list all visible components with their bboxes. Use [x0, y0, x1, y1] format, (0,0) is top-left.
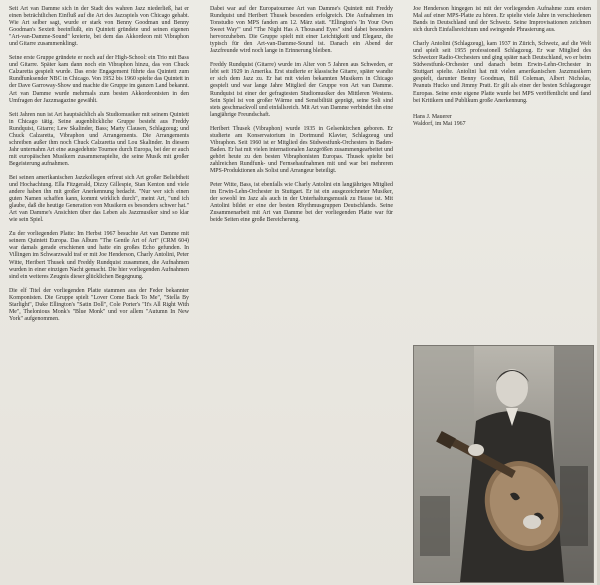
musician-photo — [413, 345, 594, 583]
paragraph: Heribert Thusek (Vibraphon) wurde 1935 in Gelsenkirchen geboren. Er studierte am Konservatorium in Dortmund Klavier, Schlagzeug und Vibraphon. Seit 1960 ist er Mitglied des Südwestfunk-Orchesters in Baden-Baden. Er hat mit vielen internationalen Jazzgrößen zusammengearbeitet und gehört heute zu den besten Vibraphonisten Europas. Thusek spielte bei zahlreichen Rundfunk- und Fernsehaufnahmen mit und war bei mehreren MPS-Produktionen als Solist und Arrangeur beteiligt. — [210, 125, 393, 174]
text-column-2 — [210, 6, 393, 224]
paragraph: Seine erste Gruppe gründete er noch auf der High-School: ein Trio mit Bass und Gitarre. Später kam dann noch ein Vibraphon hinzu, das von Chuck Calzaretta gespielt wurde. Das erste Engagement führte das Quintett zum Rundfunksender NBC in Chicago. Von 1952 bis 1960 spielte das Quintett in der Dave Garroway-Show und machte die Gruppe im ganzen Land bekannt. Art van Damme wurde mehrmals zum besten Akkordeonisten in den Umfragen der Jazzmagazine gewählt. — [9, 55, 189, 104]
signature-block — [413, 114, 591, 128]
guitarist-image — [414, 346, 593, 582]
paragraph: Zu der vorliegenden Platte: Im Herbst 1967 besuchte Art van Damme mit seinem Quintett Europa. Das Album "The Gentle Art of Art" (CRM 604) war damals gerade erschienen und hatte ein großes Echo gefunden. In Villingen im Schwarzwald traf er mit Joe Henderson, Charly Antolini, Peter Witte, Heribert Thusek und Freddy Rundquist zusammen, die Aufnahmen wurden in einer einzigen Nacht gemacht. Die hier vorliegenden Aufnahmen sind ein weiteres Zeugnis dieser glücklichen Begegnung. — [9, 231, 189, 280]
paragraph: Freddy Rundquist (Gitarre) wurde im Alter von 5 Jahren aus Schweden, er lebt seit 1929 in Amerika. Erst studierte er klassische Gitarre, später wandte er sich dem Jazz zu. Er hat mit vielen bekannten Musikern in Chicago gespielt und war lange Jahre Mitglied der Gruppe von Art van Damme. Rundquist ist einer der gefragtesten Studiomusiker des Mittleren Westens. Sein Spiel ist von großer Wärme und Sensibilität geprägt, seine Soli sind stets geschmackvoll und einfallsreich. Mit Art van Damme verbindet ihn eine langjährige Freundschaft. — [210, 62, 393, 118]
place-date: Waldorf, im Mai 1967 — [413, 120, 466, 127]
paragraph: Joe Henderson hingegen ist mit der vorliegenden Aufnahme zum ersten Mal auf einer MPS-Platte zu hören. Er spielte viele Jahre in verschiedenen Bands in Deutschland und der Schweiz. Seine Improvisationen zeichnen sich durch Einfallsreichtum und swingende Phrasierung aus. — [413, 6, 591, 34]
paragraph: Seit Jahren nun ist Art hauptsächlich als Studiomusiker mit seinem Quintett in Chicago tätig. Seine augenblickliche Gruppe besteht aus Freddy Rundquist, Gitarre; Lew Skalinder, Bass; Marty Clausen, Schlagzeug; und Chuck Calzaretta, Vibraphon und Arrangements. Die Arrangements schreiben außer ihm noch Chuck Calzaretta und Lou Skalinder. In diesem Jahr unternahm Art eine ausgedehnte Tournee durch Europa, bei der er auch mit europäischen Musikern zusammenspielte, die seine Musik mit großer Begeisterung aufnahmen. — [9, 111, 189, 167]
text-column-3 — [413, 6, 591, 128]
author-name: Hans J. Mauerer — [413, 113, 452, 120]
text-column-1 — [9, 6, 189, 323]
paragraph: Charly Antolini (Schlagzeug), kam 1937 in Zürich, Schweiz, auf die Welt und spielt seit 1955 professionell Schlagzeug. Er war Mitglied des Schweizer Radio-Orchesters und ging später nach Deutschland, wo er beim Südwestfunk-Orchester und danach beim Erwin-Lehn-Orchester in Stuttgart spielte. Antolini hat mit vielen amerikanischen Jazzmusikern gespielt, darunter Benny Goodman, Bill Coleman, Albert Nicholas, Peanuts Hucko und Jimmy Pratt. Er gilt als einer der besten Schlagzeuger Europas. Seine erste eigene Platte wurde bei MPS veröffentlicht und fand bei Kritikern und Publikum große Anerkennung. — [413, 41, 591, 104]
paragraph: Die elf Titel der vorliegenden Platte stammen aus der Feder bekannter Komponisten. Die Gruppe spielt "Lover Come Back To Me", "Stella By Starlight", Duke Ellington's "Satin Doll", Cole Porter's "It's All Right With Me", Thelonious Monk's "Blue Monk" und vor allem "Autumn In New York" aufgenommen. — [9, 287, 189, 322]
paragraph: Seit Art van Damme sich in der Stadt des wahren Jazz niederließ, hat er einen beträchtlichen Einfluß auf die Art des Jazzspiels von Chicago gehabt. Wie Art selber sagt, wurde er stark von Benny Goodman und Benny Goodman's Sextett beeinflußt, ein Quintett gründete und seinen eigenen "Art-van-Damme-Sound" kreierte, bei dem das Akkordeon mit Vibraphon und Gitarre zusammenklingt. — [9, 6, 189, 48]
paragraph: Bei seinen amerikanischen Jazzkollegen erfreut sich Art großer Beliebtheit und Hochachtung. Ella Fitzgerald, Dizzy Gillespie, Stan Kenton und viele andere haben ihn mit großer Anerkennung bedacht. "Nur wer sich einen guten Namen schaffen kann, kommt wirklich durch", meint Art, "und ich glaube, daß die heutige Generation von Musikern es besonders schwer hat." Art van Damme's Ansichten über das Leben als Jazzmusiker sind so klar wie sein Spiel. — [9, 174, 189, 224]
paragraph: Dabei war auf der Europatournee Art van Damme's Quintett mit Freddy Rundquist und Heribert Thusek besonders erfolgreich. Die Aufnahmen im Tonstudio von MPS fanden am 12. März statt. "Ellington's 'In Your Own Sweet Way'" und "The Night Has A Thousand Eyes" sind dabei besonders hervorzuheben. Die Gruppe spielt mit einer Leichtigkeit und Eleganz, die typisch für den Art-van-Damme-Sound ist. Danach ein Abend der Jazzfreunde wird noch lange in Erinnerung bleiben. — [210, 6, 393, 55]
paragraph: Peter Witte, Bass, ist ebenfalls wie Charly Antolini ein langjähriges Mitglied im Erwin-Lehn-Orchester in Stuttgart. Er ist ein ausgezeichneter Musiker, der sowohl im Jazz als auch in der Unterhaltungsmusik zu Hause ist. Mit Antolini bildet er eine der besten Rhythmusgruppen Deutschlands. Seine Zusammenarbeit mit Art van Damme bei der vorliegenden Platte war für beide Seiten eine große Bereicherung. — [210, 182, 393, 224]
